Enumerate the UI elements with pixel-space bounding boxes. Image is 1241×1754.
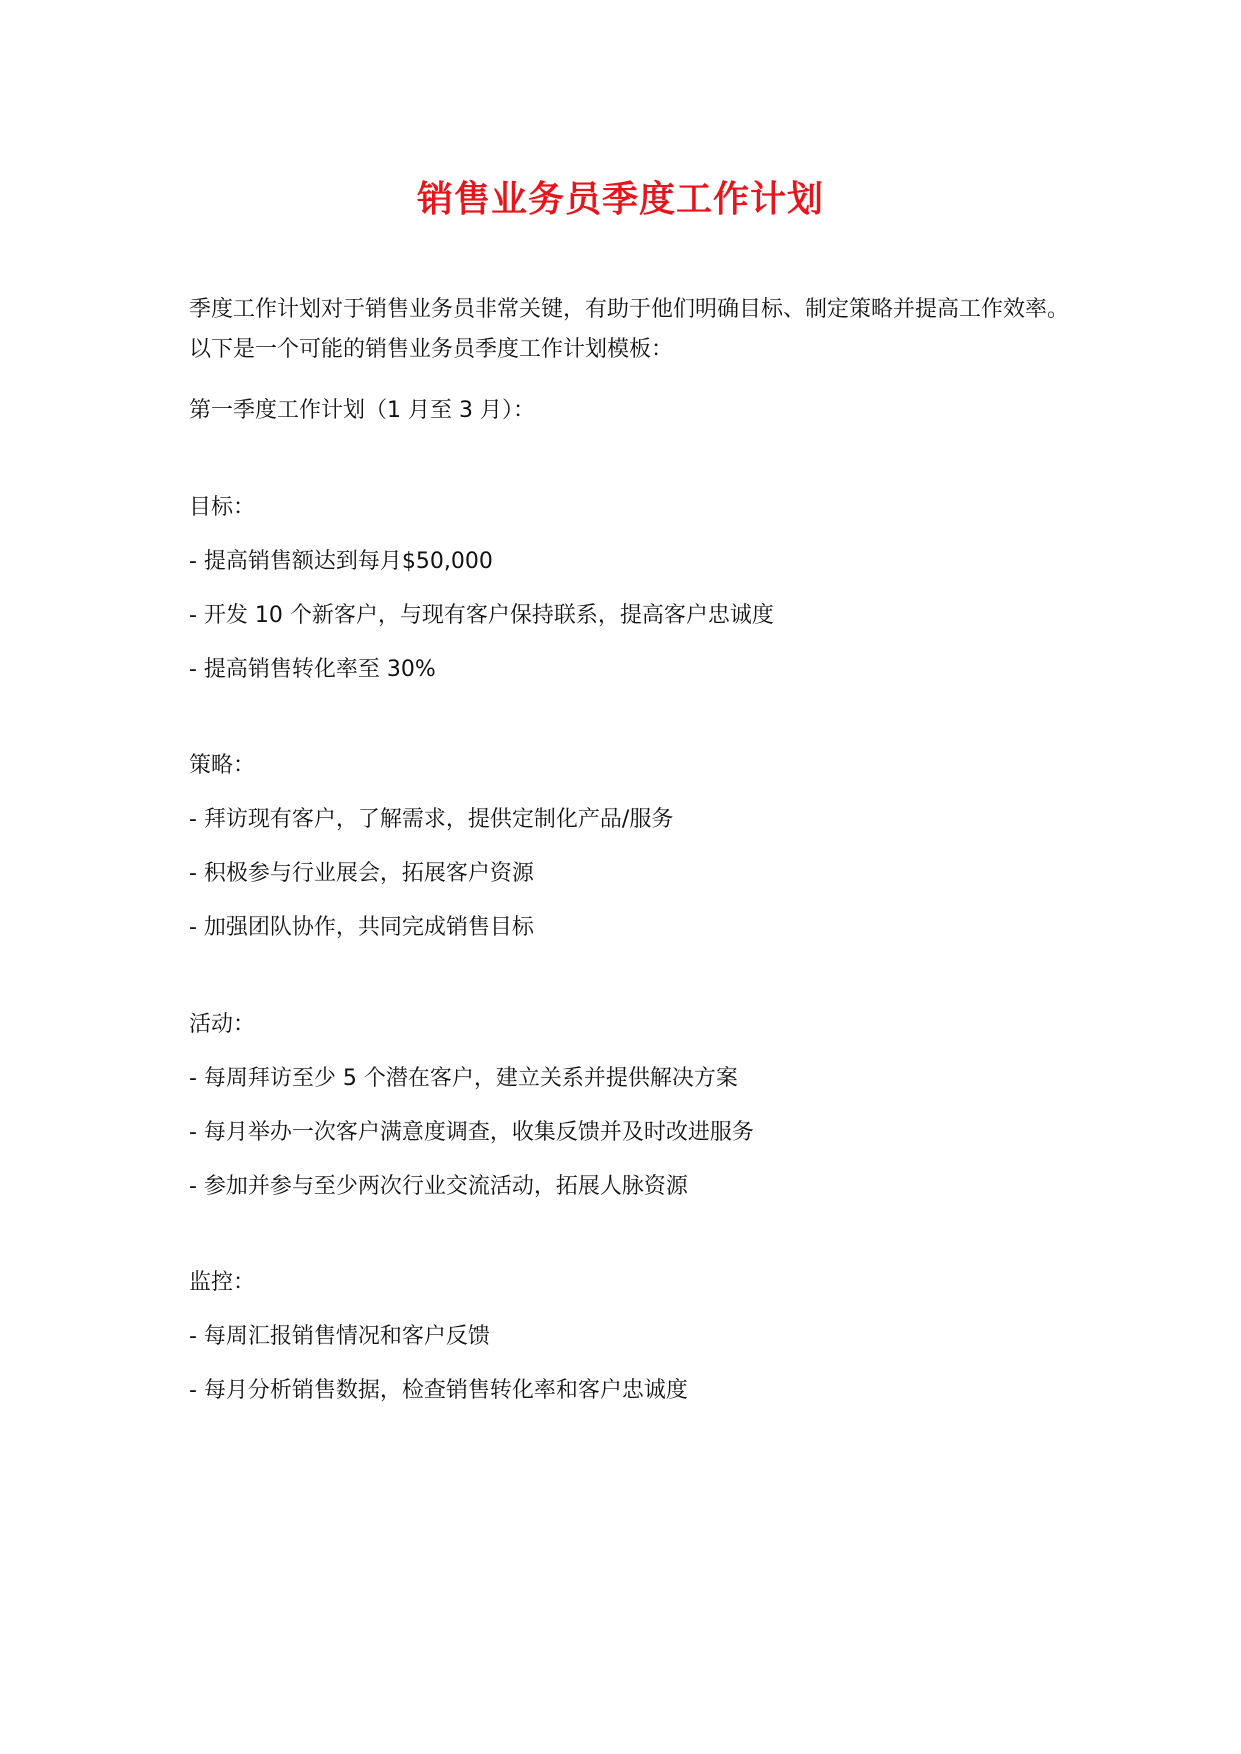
section-heading-monitoring: 监控： bbox=[189, 1270, 256, 1295]
list-item: - 参加并参与至少两次行业交流活动，拓展人脉资源 bbox=[189, 1174, 688, 1199]
list-item: - 积极参与行业展会，拓展客户资源 bbox=[189, 861, 534, 886]
list-item: - 拜访现有客户，了解需求，提供定制化产品/服务 bbox=[189, 807, 674, 832]
list-item: - 每月分析销售数据，检查销售转化率和客户忠诚度 bbox=[189, 1378, 688, 1403]
section-heading-strategy: 策略： bbox=[189, 753, 256, 778]
intro-paragraph: 季度工作计划对于销售业务员非常关键，有助于他们明确目标、制定策略并提高工作效率。以下是一个可能的销售业务员季度工作计划模板： bbox=[189, 297, 1070, 362]
list-item: - 提高销售转化率至 30% bbox=[189, 657, 436, 682]
list-item: - 加强团队协作，共同完成销售目标 bbox=[189, 915, 534, 940]
section-heading-goals: 目标： bbox=[189, 495, 256, 520]
document-title: 销售业务员季度工作计划 bbox=[416, 179, 824, 220]
list-item: - 开发 10 个新客户，与现有客户保持联系，提高客户忠诚度 bbox=[189, 603, 774, 628]
list-item: - 每周汇报销售情况和客户反馈 bbox=[189, 1324, 490, 1349]
quarter-heading: 第一季度工作计划（1 月至 3 月）： bbox=[189, 398, 535, 423]
list-item: - 每月举办一次客户满意度调查，收集反馈并及时改进服务 bbox=[189, 1120, 754, 1145]
section-heading-activities: 活动： bbox=[189, 1012, 256, 1037]
list-item: - 每周拜访至少 5 个潜在客户，建立关系并提供解决方案 bbox=[189, 1066, 738, 1091]
list-item: - 提高销售额达到每月$50,000 bbox=[189, 549, 493, 574]
